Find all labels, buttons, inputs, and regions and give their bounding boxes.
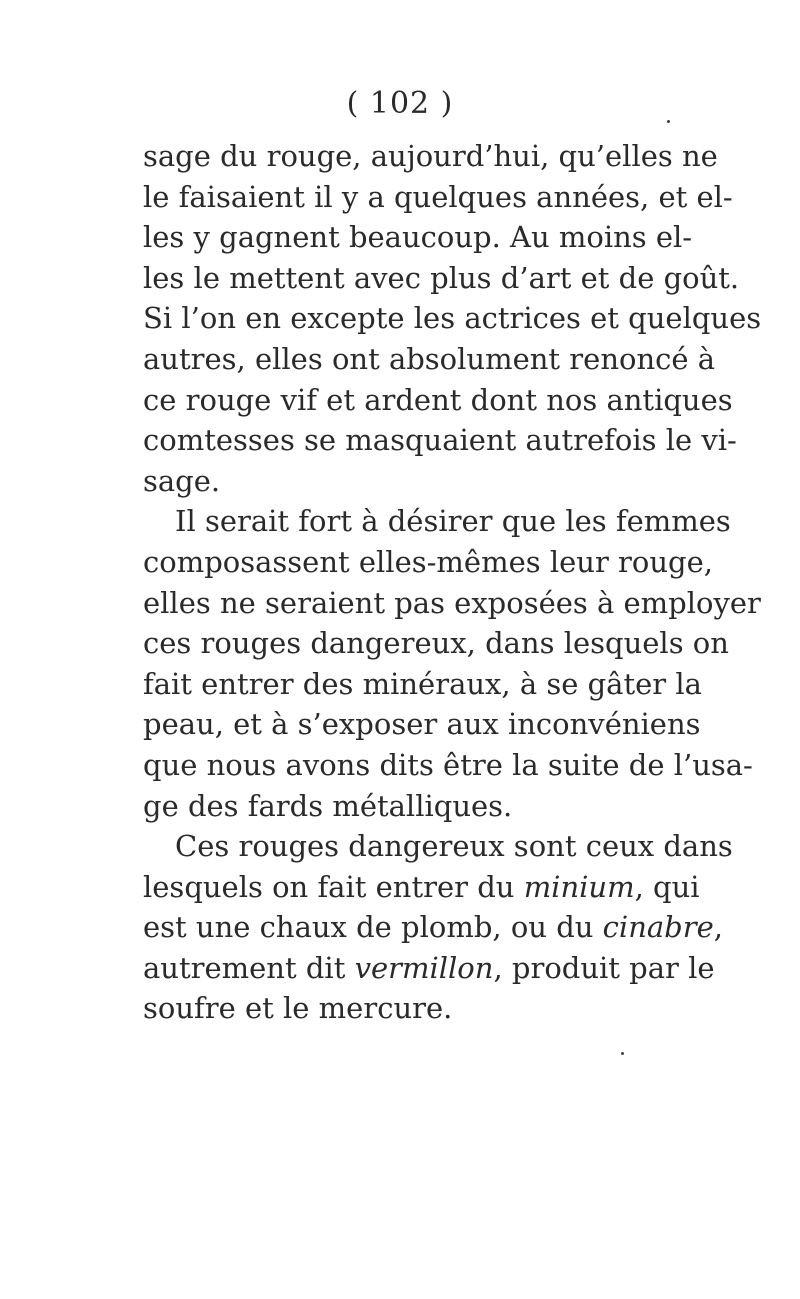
text-run: que nous avons dits être la suite de l’usa- bbox=[143, 747, 753, 782]
text-run: Ces rouges dangereux sont ceux dans bbox=[175, 829, 733, 864]
italic-term: cinabre bbox=[602, 910, 714, 945]
text-run: sage. bbox=[143, 463, 221, 498]
text-line bbox=[143, 745, 753, 786]
text-line bbox=[143, 258, 740, 299]
text-line bbox=[143, 217, 693, 258]
text-run: sage du rouge, aujourd’hui, qu’elles ne bbox=[143, 139, 718, 173]
text-line bbox=[143, 786, 673, 827]
text-run: ce rouge vif et ardent dont nos antiques bbox=[143, 382, 733, 417]
text-line bbox=[143, 298, 762, 339]
text-line bbox=[143, 583, 761, 624]
text-run: fait entrer des minéraux, à se gâter la bbox=[143, 666, 702, 701]
text-run: , bbox=[713, 910, 723, 945]
text-line bbox=[143, 542, 713, 583]
text-line bbox=[143, 623, 729, 664]
body-text bbox=[143, 136, 762, 1029]
text-line bbox=[143, 136, 718, 177]
text-run: autres, elles ont absolument renoncé à bbox=[143, 341, 716, 376]
text-line bbox=[143, 501, 731, 542]
text-run: comtesses se masquaient autrefois le vi- bbox=[143, 423, 737, 458]
text-run: autrement dit bbox=[143, 950, 355, 985]
text-run: Il serait fort à désirer que les femmes bbox=[175, 504, 731, 539]
text-run: ces rouges dangereux, dans lesquels on bbox=[143, 626, 729, 661]
text-line bbox=[143, 461, 673, 502]
ink-speck bbox=[621, 1052, 624, 1055]
text-run: elles ne seraient pas exposées à employer bbox=[143, 585, 761, 620]
text-run: est une chaux de plomb, ou du bbox=[143, 910, 603, 945]
ink-speck bbox=[667, 120, 670, 123]
text-run: , qui bbox=[634, 869, 700, 904]
text-line bbox=[143, 988, 673, 1029]
italic-term: minium bbox=[523, 869, 635, 904]
text-line bbox=[143, 826, 733, 867]
text-line bbox=[143, 177, 733, 218]
text-run: , produit par le bbox=[493, 950, 715, 985]
text-line bbox=[143, 948, 715, 989]
text-run: le faisaient il y a quelques années, et el- bbox=[143, 179, 733, 214]
text-run: lesquels on fait entrer du bbox=[143, 869, 524, 904]
italic-term: vermillon bbox=[354, 950, 494, 985]
text-run: ge des fards métalliques. bbox=[143, 788, 513, 823]
page-number: ( 102 ) bbox=[346, 86, 454, 121]
text-run: les y gagnent beaucoup. Au moins el- bbox=[143, 220, 693, 255]
text-run: Si l’on en excepte les actrices et quelques bbox=[143, 301, 762, 336]
text-line bbox=[143, 907, 723, 948]
text-line bbox=[143, 664, 702, 705]
text-run: soufre et le mercure. bbox=[143, 991, 453, 1026]
text-run: les le mettent avec plus d’art et de goût. bbox=[143, 260, 740, 295]
text-run: peau, et à s’exposer aux inconvéniens bbox=[143, 707, 701, 742]
text-line bbox=[143, 704, 701, 745]
text-line bbox=[143, 420, 737, 461]
text-run: composassent elles-mêmes leur rouge, bbox=[143, 544, 713, 579]
text-line bbox=[143, 380, 733, 421]
text-line bbox=[143, 339, 716, 380]
text-line bbox=[143, 867, 700, 908]
